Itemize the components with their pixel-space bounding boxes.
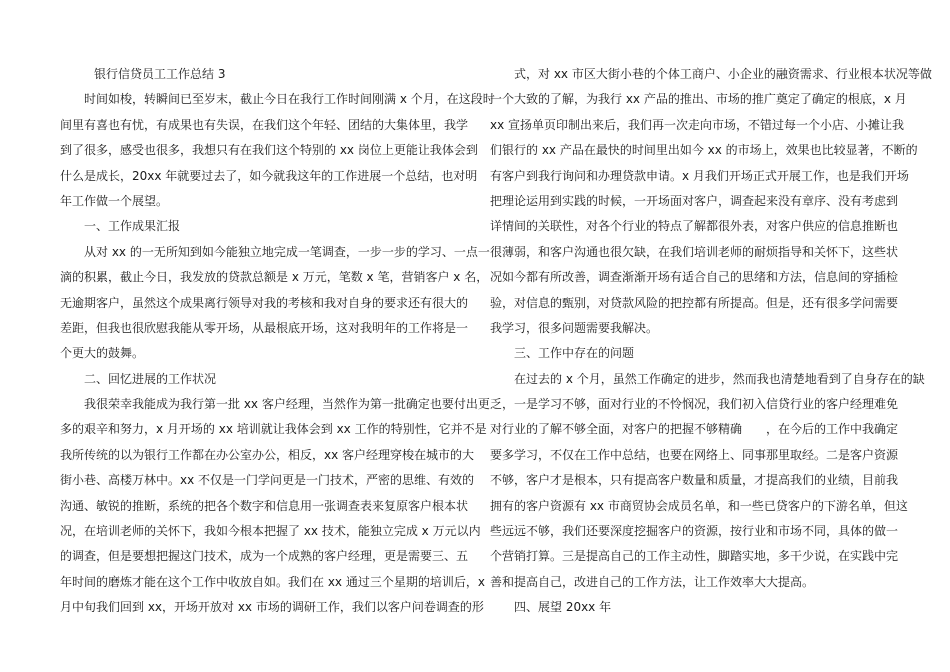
text-line: 乏，一是学习不够，面对行业的不怜悯况，我们初入信贷行业的客户经理难免 <box>490 397 899 412</box>
text-line: 间里有喜也有忧，有成果也有失误，在我们这个年轻、团结的大集体里，我学 <box>60 117 469 132</box>
text-line: 要多学习，不仅在工作中总结，也要在网络上、同事那里取经。二是客户资源 <box>490 447 899 462</box>
section-heading <box>60 367 460 392</box>
section-heading <box>60 214 460 239</box>
text-line: 对行业的了解不够全面，对客户的把握不够精确 ，在今后的工作中我确定 <box>490 422 899 437</box>
text-line: 不够，客户才是根本，只有提高客户数量和质量，才提高我们的业绩，目前我 <box>490 473 899 488</box>
text-line: 把理论运用到实践的时候，一开场面对客户，调查起来没有章序、没有考虑到 <box>490 193 899 208</box>
text-line: 一个大致的了解，为我行 xx 产品的推出、市场的推广奠定了确定的根底，x 月 <box>490 92 907 107</box>
text-line: 差距，但我也很欣慰我能从零开场，从最根底开场，这对我明年的工作将是一 <box>60 320 469 335</box>
section-heading <box>490 341 890 366</box>
text-line: 三、工作中存在的问题 <box>514 346 635 361</box>
paragraph <box>60 392 490 621</box>
text-line: 们银行的 xx 产品在最快的时间里出如今 xx 的市场上，效果也比较显著，不断的 <box>490 143 918 158</box>
text-line: xx 宣扬单页印制出来后，我们再一次走向市场，不错过每一个小店、小摊让我 <box>490 117 905 132</box>
text-line: 年工作做一个展望。 <box>60 193 169 208</box>
text-line: 街小巷、高楼万林中。xx 不仅是一门学问更是一门技术，严密的思维、有效的 <box>60 473 475 488</box>
text-line: 无逾期客户，虽然这个成果离行领导对我的考核和我对自身的要求还有很大的 <box>60 295 469 310</box>
text-line: 年时间的磨炼才能在这个工作中收放自如。我们在 xx 通过三个星期的培训后，x <box>60 574 485 589</box>
text-line: 详情间的关联性，对各个行业的特点了解都很外表，对客户供应的信息推断也 <box>490 219 899 234</box>
text-line: 拥有的客户资源有 xx 市商贸协会成员名单，和一些已贷客户的下游名单，但这 <box>490 498 908 513</box>
text-line: 有客户到我行询问和办理贷款申请。x 月我们开场正式开展工作，也是我们开场 <box>490 168 909 183</box>
text-line: 很薄弱，和客户沟通也很欠缺，在我们培训老师的耐烦指导和关怀下，这些状 <box>490 244 899 259</box>
text-line: 四、展望 20xx 年 <box>514 600 612 615</box>
text-line: 沟通、敏锐的推断，系统的把各个数字和信息用一张调查表来复原客户根本状 <box>60 498 469 513</box>
right-column <box>490 62 932 621</box>
text-line: 的调查，但是要想把握这门技术，成为一个成熟的客户经理，更是需要三、五 <box>60 549 469 564</box>
left-column <box>60 62 495 621</box>
text-line: 滴的积累，截止今日，我发放的贷款总额是 x 万元，笔数 x 笔，营销客户 x 名， <box>60 270 489 285</box>
text-line: 时间如梭，转瞬间已至岁末，截止今日在我行工作时间刚满 x 个月，在这段时 <box>84 92 495 107</box>
text-line: 我很荣幸我能成为我行第一批 xx 客户经理，当然作为第一批确定也要付出更 <box>84 397 490 412</box>
paragraph <box>60 87 495 214</box>
text-line: 个营销打算。三是提高自己的工作主动性，脚踏实地，多干少说，在实践中完 <box>490 549 899 564</box>
text-line: 我学习，很多问题需要我解决。 <box>490 320 659 335</box>
paragraph <box>60 240 490 367</box>
paragraph <box>490 367 925 596</box>
section-heading <box>490 595 890 620</box>
text-line: 一、工作成果汇报 <box>84 219 181 234</box>
text-line: 我所传统的以为银行工作都在办公室办公，相反，xx 客户经理穿梭在城市的大 <box>60 447 475 462</box>
text-line: 些远远不够，我们还要深度挖掘客户的资源，按行业和市场不同，具体的做一 <box>490 524 899 539</box>
text-line: 在过去的 x 个月，虽然工作确定的进步，然而我也清楚地看到了自身存在的缺 <box>514 371 925 386</box>
document-title <box>60 62 460 87</box>
text-line: 个更大的鼓舞。 <box>60 346 145 361</box>
text-line: 月中旬我们回到 xx，开场开放对 xx 市场的调研工作，我们以客户问卷调查的形 <box>60 600 484 615</box>
text-line: 善和提高自己，改进自己的工作方法，让工作效率大大提高。 <box>490 574 815 589</box>
paragraph <box>490 62 932 341</box>
text-line: 况，在培训老师的关怀下，我如今根本把握了 xx 技术，能独立完成 x 万元以内 <box>60 524 481 539</box>
text-line: 什么是成长，20xx 年就要过去了，如今就我这年的工作进展一个总结，也对明 <box>60 168 478 183</box>
text-line: 况如今都有所改善，调查渐渐开场有适合自己的思绪和方法，信息间的穿插检 <box>490 270 899 285</box>
text-line: 银行信贷员工工作总结 3 <box>94 67 226 81</box>
text-line: 多的艰辛和努力，x 月开场的 xx 培训就让我体会到 xx 工作的特别性，它并不是 <box>60 422 487 437</box>
text-line: 式，对 xx 市区大街小巷的个体工商户、小企业的融资需求、行业根本状况等做 <box>514 67 932 81</box>
text-line: 二、回忆进展的工作状况 <box>84 371 217 386</box>
text-line: 验，对信息的甄别，对贷款风险的把控都有所提高。但是，还有很多学问需要 <box>490 295 899 310</box>
text-line: 从对 xx 的一无所知到如今能独立地完成一笔调查，一步一步的学习、一点一 <box>84 244 490 259</box>
text-line: 到了很多，感受也很多，我想只有在我们这个特别的 xx 岗位上更能让我体会到 <box>60 143 478 158</box>
